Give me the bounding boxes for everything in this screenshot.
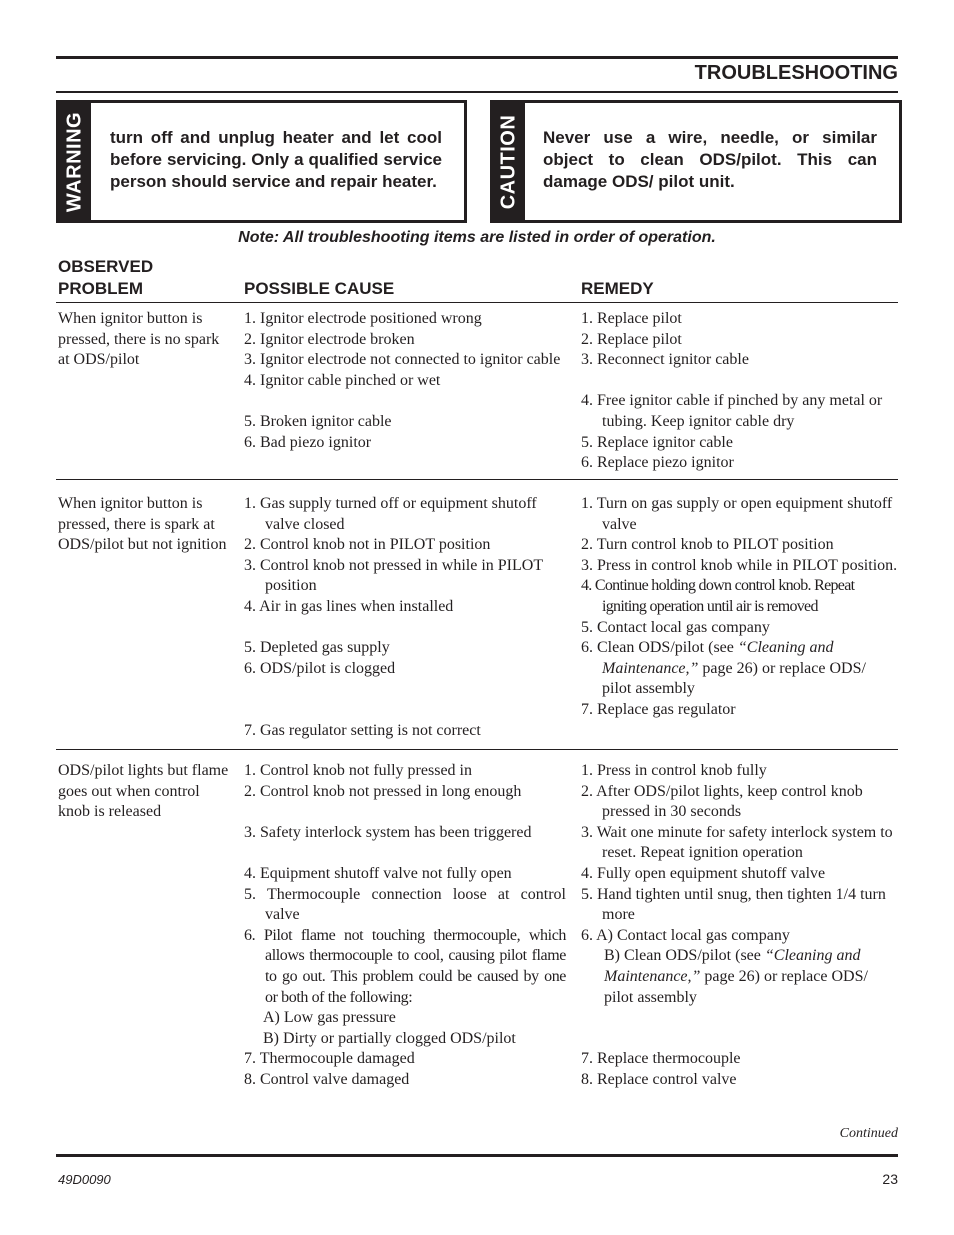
list-item: 7. Thermocouple damaged bbox=[244, 1050, 415, 1068]
title-rule bbox=[56, 91, 898, 93]
list-item: 5. Broken ignitor cable bbox=[244, 412, 392, 430]
list-item: B) Dirty or partially clogged ODS/pilot bbox=[263, 1029, 516, 1047]
list-item: 1. Turn on gas supply or open equipment shutoff valve bbox=[581, 495, 893, 533]
list-item: 6. A) Contact local gas company bbox=[581, 926, 790, 944]
header-rule bbox=[56, 302, 898, 303]
header-observed-problem bbox=[58, 256, 153, 300]
list-item bbox=[581, 946, 899, 1008]
list-item: A) Low gas pressure bbox=[263, 1009, 396, 1027]
list-item: 4. Ignitor cable pinched or wet bbox=[244, 371, 441, 389]
row2-causes bbox=[244, 494, 566, 741]
list-item: 7. Replace gas regulator bbox=[581, 700, 736, 718]
row-divider bbox=[56, 749, 898, 750]
caution-box bbox=[490, 100, 902, 223]
remedy-text: page 26) or replace ODS/ pilot assembly bbox=[604, 967, 868, 1006]
list-item: 3. Reconnect ignitor cable bbox=[581, 351, 749, 369]
list-item: 5. Contact local gas company bbox=[581, 618, 770, 636]
list-item: 3. Press in control knob while in PILOT position. bbox=[581, 556, 898, 574]
list-item: 5. Thermocouple connection loose at control valve bbox=[244, 885, 566, 924]
list-item: 6. Pilot flame not touching thermocouple, which allows thermocouple to cool, causing pilot flame to go out. This problem could be caused by one or both of the following: bbox=[244, 926, 566, 1006]
list-item: 2. Control knob not pressed in long enough bbox=[244, 782, 522, 800]
row1-problem: When ignitor button is pressed, there is no spark at ODS/pilot bbox=[58, 310, 220, 369]
list-item: 4. Equipment shutoff valve not fully open bbox=[244, 864, 512, 882]
warning-text: turn off and unplug heater and let cool before servicing. Only a qualified service person should service and repair heater. bbox=[110, 128, 442, 191]
list-item: 2. Ignitor electrode broken bbox=[244, 330, 415, 348]
page-title: TROUBLESHOOTING bbox=[694, 62, 898, 84]
top-rule bbox=[56, 56, 898, 59]
row2-problem: When ignitor button is pressed, there is spark at ODS/pilot but not ignition bbox=[58, 495, 227, 554]
section-reference: “Cleaning and Maintenance,” bbox=[604, 947, 861, 985]
list-item: 8. Replace control valve bbox=[581, 1070, 737, 1088]
list-item: 6. ODS/pilot is clogged bbox=[244, 659, 396, 677]
row1-remedies bbox=[581, 309, 899, 474]
list-item: 3. Ignitor electrode not connected to ignitor cable bbox=[244, 351, 561, 369]
page-number: 23 bbox=[882, 1171, 898, 1187]
list-item: 2. Replace pilot bbox=[581, 330, 682, 348]
warning-label: WARNING bbox=[63, 111, 86, 212]
header-observed-line: OBSERVED bbox=[58, 257, 154, 276]
remedy-text: B) Clean ODS/pilot (see bbox=[604, 947, 765, 965]
list-item: 7. Replace thermocouple bbox=[581, 1050, 741, 1068]
list-item: 3. Control knob not pressed in while in PILOT position bbox=[244, 556, 543, 595]
list-item bbox=[581, 638, 899, 700]
list-item: 6. Bad piezo ignitor bbox=[244, 433, 372, 451]
list-item: 2. Turn control knob to PILOT position bbox=[581, 536, 834, 554]
row3-causes bbox=[244, 761, 566, 1091]
row3-remedies bbox=[581, 761, 899, 1091]
remedy-text: 6. Clean ODS/pilot (see bbox=[581, 639, 738, 657]
list-item: 6. Replace piezo ignitor bbox=[581, 454, 734, 472]
remedy-text: page 26) or replace ODS/ pilot assembly bbox=[602, 659, 866, 698]
continued-label: Continued bbox=[839, 1126, 898, 1141]
row-divider bbox=[56, 479, 898, 480]
list-item: 4. Free ignitor cable if pinched by any metal or tubing. Keep ignitor cable dry bbox=[581, 392, 883, 430]
list-item: 8. Control valve damaged bbox=[244, 1070, 410, 1088]
bottom-rule bbox=[56, 1154, 898, 1157]
order-note: Note: All troubleshooting items are listed in order of operation. bbox=[238, 229, 716, 246]
header-remedy: REMEDY bbox=[581, 279, 654, 298]
list-item: 1. Replace pilot bbox=[581, 310, 682, 327]
row1-causes bbox=[244, 309, 566, 453]
list-item: 4. Fully open equipment shutoff valve bbox=[581, 864, 826, 882]
list-item: 3. Safety interlock system has been triggered bbox=[244, 823, 532, 841]
list-item: 1. Gas supply turned off or equipment shutoff valve closed bbox=[244, 495, 537, 533]
row2-remedies bbox=[581, 494, 899, 721]
list-item: 7. Gas regulator setting is not correct bbox=[244, 721, 481, 739]
list-item: 5. Depleted gas supply bbox=[244, 639, 390, 657]
warning-box bbox=[56, 100, 467, 223]
section-reference: “Cleaning and Maintenance,” bbox=[602, 639, 834, 677]
list-item: 1. Press in control knob fully bbox=[581, 762, 767, 779]
list-item: 4. Continue holding down control knob. Repeat igniting operation until air is removed bbox=[581, 577, 855, 615]
list-item: 2. After ODS/pilot lights, keep control knob pressed in 30 seconds bbox=[581, 782, 863, 821]
header-possible-cause: POSSIBLE CAUSE bbox=[244, 279, 395, 298]
list-item: 2. Control knob not in PILOT position bbox=[244, 536, 491, 554]
list-item: 5. Hand tighten until snug, then tighten 1/4 turn more bbox=[581, 885, 886, 924]
document-number: 49D0090 bbox=[58, 1172, 111, 1187]
list-item: 4. Air in gas lines when installed bbox=[244, 597, 454, 615]
list-item: 1. Ignitor electrode positioned wrong bbox=[244, 310, 482, 327]
caution-text: Never use a wire, needle, or similar object to clean ODS/pilot. This can damage ODS/ pilot unit. bbox=[543, 128, 877, 191]
list-item: 5. Replace ignitor cable bbox=[581, 433, 733, 451]
list-item: 1. Control knob not fully pressed in bbox=[244, 762, 472, 779]
caution-tab bbox=[493, 103, 525, 220]
header-problem-line: PROBLEM bbox=[58, 279, 143, 298]
caution-label: CAUTION bbox=[497, 114, 520, 209]
warning-tab bbox=[59, 103, 91, 220]
row3-problem: ODS/pilot lights but flame goes out when control knob is released bbox=[58, 762, 229, 821]
list-item: 3. Wait one minute for safety interlock system to reset. Repeat ignition operation bbox=[581, 823, 893, 862]
